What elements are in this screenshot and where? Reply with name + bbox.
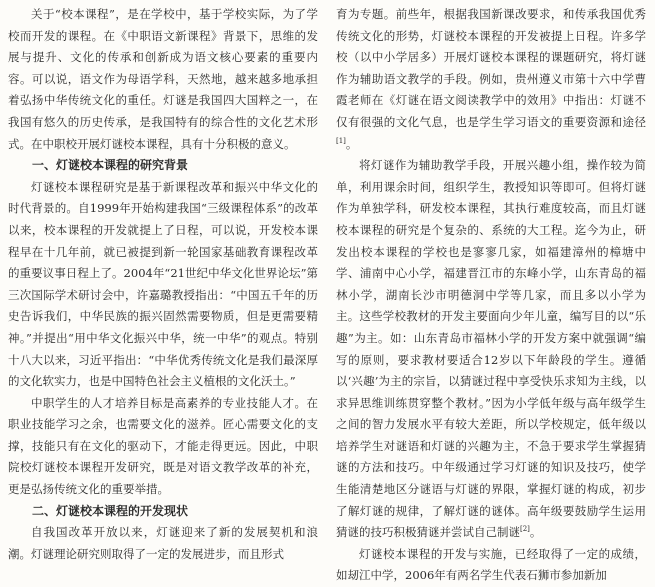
section2-heading: 二、灯谜校本课程的开发现状: [32, 503, 189, 518]
section1-heading: 一、灯谜校本课程的研究背景: [32, 158, 189, 173]
section1-paragraph-2: 中职学生的人才培养目标是高素养的专业技能人才。在职业技能学习之余，也需要文化的滋养。匠心需要文化的支撑，技能只有在文化的驱动下，才能走得更远。因此，中职院校灯谜校本课程开发研究，既是对语文教学改革的补充，更是弘扬传统文化的重要举措。: [8, 395, 318, 497]
right-paragraph-2: [336, 155, 646, 544]
right-paragraph-3: 灯谜校本课程的开发与实施，已经取得了一定的成绩，如刼江中学，2006年有两名学生代表石狮市参加新加: [336, 546, 646, 583]
right-paragraph-2-end: 。: [529, 525, 542, 540]
section2-paragraph-1-start: 自我国改革开放以来，灯谜迎来了新的发展契机和浪潮。灯谜理论研究则取得了一定的发展进步，而且形式: [8, 525, 318, 561]
right-paragraph-1: [336, 4, 646, 155]
citation-ref-1: [1]: [336, 136, 346, 145]
intro-paragraph: 关于“校本课程”，是在学校中，基于学校实际，为了学校而开发的课程。在《中职语文新课程》背景下，思维的发展与提升、文化的传承和创新成为语文核心要素的重要内容。可以说，语文作为母语学科，天然地，越来越多地承担着弘扬中华传统文化的重任。灯谜是我国四大国粹之一，在我国有悠久的历史传承，是我国特有的综合性的文化艺术形式。在中职校开展灯谜校本课程，具有十分积极的意义。: [8, 7, 318, 151]
right-paragraph-1-end: 。: [345, 136, 358, 151]
right-column: [336, 4, 646, 583]
right-paragraph-2-text: 将灯谜作为辅助教学手段，开展兴趣小组，操作较为简单，利用课余时间，组织学生，教授知识等即可。但将灯谜作为单独学科，研发校本课程，其执行难度较高，而且灯谜校本课程的研究是个复杂的、系统的大工程。迄今为止，研发出校本课程的学校也是寥寥几家，如福建漳州的樟塘中学、浦南中心小学，福建晋江市的东峰小学，山东青岛的福林小学，湖南长沙市明德洞中学等几家，而且多以小学为主。这些学校教材的开发主要面向少年儿童，编写目的以“乐趣”为主。如：山东青岛市福林小学的开发方案中就强调“编写的原则，要求教材要适合12岁以下年龄段的学生。遵循以‘兴趣’为主的宗旨，以猜谜过程中享受快乐求知为主线，以求异思维训练贯穿整个教材。”因为小学低年级与高年级学生之间的智力发展水平有较大差距，所以学校规定，低年级以培养学生对谜语和灯谜的兴趣为主，不急于要求学生掌握猜谜的方法和技巧。中年级通过学习灯谜的知识及技巧，使学生能清楚地区分谜语与灯谜的界限，掌握灯谜的构成，初步了解灯谜的规律，了解灯谜的谜体。高年级要鼓励学生运用猜谜的技巧积极猜谜并尝试自己制谜: [336, 158, 646, 540]
section1-paragraph-1: 灯谜校本课程研究是基于新课程改革和振兴中华文化的时代背景的。自1999年开始构建我国“三级课程体系”的改革以来，校本课程的开发就提上了日程，可以说，开发校本课程早在十几年前，就已被提到新一轮国家基础教育课程改革的重要议事日程上了。2004年“21世纪中华文化世界论坛”第三次国际学术研讨会中，许嘉璐教授指出：“中国五千年的历史告诉我们，中华民族的振兴固然需要物质，但是更需要精神。”并提出“用中华文化振兴中华，统一中华”的观点。特别十八大以来，习近平指出：“中华优秀传统文化是我们最深厚的文化软实力，也是中国特色社会主义植根的文化沃土。”: [8, 179, 318, 389]
citation-ref-2: [2]: [520, 525, 530, 534]
left-column: [8, 4, 318, 561]
right-paragraph-1-text: 育为专题。前些年，根据我国新课改要求，和传承我国优秀传统文化的形势，灯谜校本课程的开发被提上日程。许多学校（以中小学居多）开展灯谜校本课程的课题研究，将灯谜作为辅助语文教学的手段。例如，贵州遵义市第十六中学曹霞老师在《灯谜在语文阅读教学中的效用》中指出：灯谜不仅有很强的文化气息，也是学生学习语文的重要资源和途径: [336, 7, 646, 129]
